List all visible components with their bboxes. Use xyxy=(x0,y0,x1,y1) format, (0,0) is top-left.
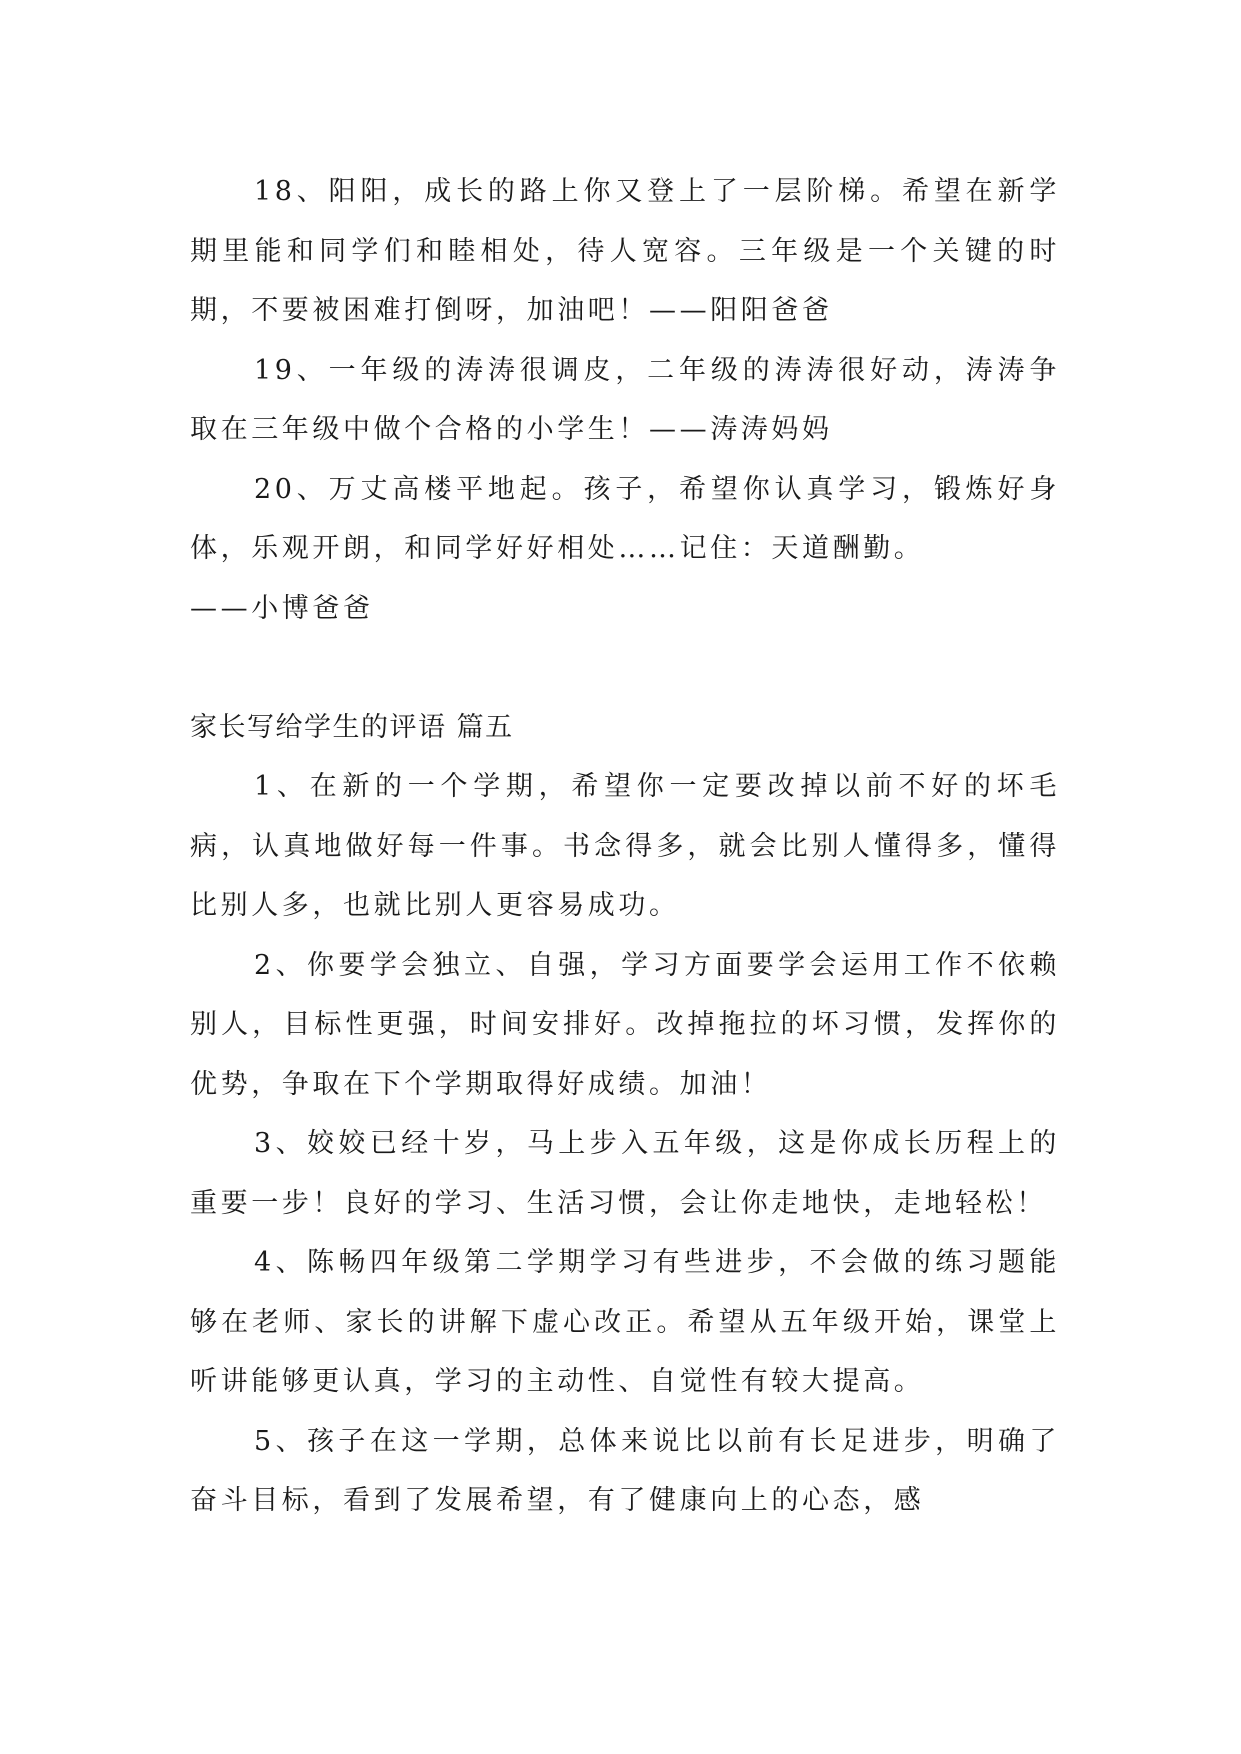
comment-item-20: 20、万丈高楼平地起。孩子，希望你认真学习，锻炼好身体，乐观开朗，和同学好好相处……记住：天道酬勤。 xyxy=(190,473,1060,564)
comment-item-5: 5、孩子在这一学期，总体来说比以前有长足进步，明确了奋斗目标，看到了发展希望，有了健康向上的心态，感 xyxy=(190,1425,1060,1516)
comment-signature: ——小博爸爸 xyxy=(190,592,374,624)
comment-item-18: 18、阳阳，成长的路上你又登上了一层阶梯。希望在新学期里能和同学们和睦相处，待人宽容。三年级是一个关键的时期，不要被困难打倒呀，加油吧！——阳阳爸爸 xyxy=(190,176,1060,326)
section-spacer xyxy=(190,638,1060,698)
comment-item-2: 2、你要学会独立、自强，学习方面要学会运用工作不依赖别人，目标性更强，时间安排好。改掉拖拉的坏习惯，发挥你的优势，争取在下个学期取得好成绩。加油！ xyxy=(190,949,1060,1100)
section-heading: 家长写给学生的评语 篇五 xyxy=(190,711,514,743)
comment-item-1: 1、在新的一个学期，希望你一定要改掉以前不好的坏毛病，认真地做好每一件事。书念得多，就会比别人懂得多，懂得比别人多，也就比别人更容易成功。 xyxy=(190,771,1060,921)
comment-item-3: 3、姣姣已经十岁，马上步入五年级，这是你成长历程上的重要一步！良好的学习、生活习惯，会让你走地快，走地轻松！ xyxy=(190,1128,1060,1219)
document-body xyxy=(190,162,1060,1531)
comment-item-19: 19、一年级的涛涛很调皮，二年级的涛涛很好动，涛涛争取在三年级中做个合格的小学生！——涛涛妈妈 xyxy=(190,354,1060,445)
comment-item-4: 4、陈畅四年级第二学期学习有些进步，不会做的练习题能够在老师、家长的讲解下虚心改正。希望从五年级开始，课堂上听讲能够更认真，学习的主动性、自觉性有较大提高。 xyxy=(190,1247,1060,1397)
